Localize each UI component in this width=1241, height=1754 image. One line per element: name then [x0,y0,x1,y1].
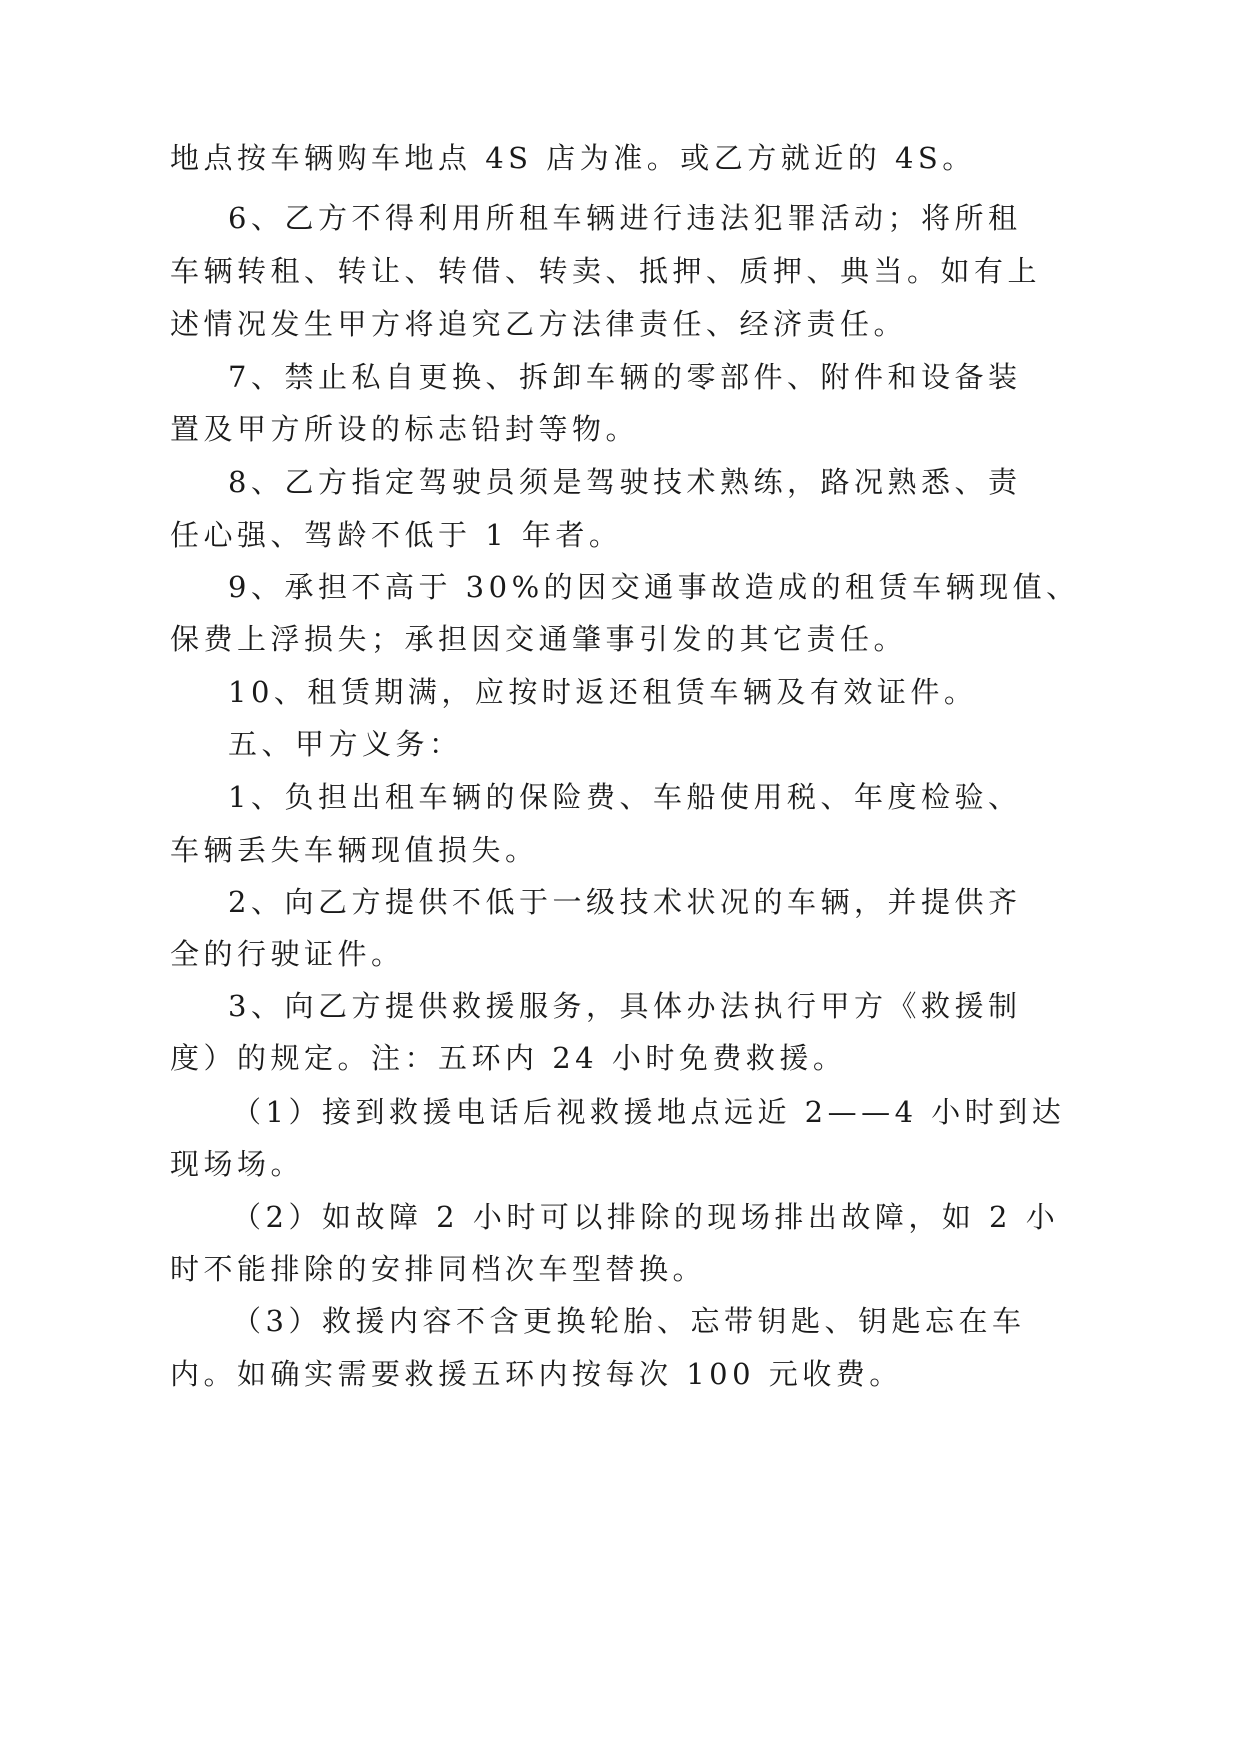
text-line-10: 保费上浮损失；承担因交通肇事引发的其它责任。 [170,622,908,656]
text-line-7: 8、乙方指定驾驶员须是驾驶技术熟练，路况熟悉、责 [228,465,1022,499]
text-line-17: 3、向乙方提供救援服务，具体办法执行甲方《救援制 [228,989,1022,1023]
text-line-8: 任心强、驾龄不低于 1 年者。 [170,518,623,552]
text-line-18: 度）的规定。注：五环内 24 小时免费救援。 [170,1041,847,1075]
text-line-12: 五、甲方义务： [228,727,463,761]
text-line-23: （3）救援内容不含更换轮胎、忘带钥匙、钥匙忘在车 [232,1304,1026,1338]
text-line-5: 7、禁止私自更换、拆卸车辆的零部件、附件和设备装 [228,360,1022,394]
text-line-2: 6、乙方不得利用所租车辆进行违法犯罪活动；将所租 [228,201,1022,235]
text-line-1: 地点按车辆购车地点 4S 店为准。或乙方就近的 4S。 [170,141,976,175]
text-line-19: （1）接到救援电话后视救援地点远近 2——4 小时到达 [232,1095,1066,1129]
text-line-13: 1、负担出租车辆的保险费、车船使用税、年度检验、 [228,780,1022,814]
text-line-20: 现场场。 [170,1147,305,1181]
text-line-4: 述情况发生甲方将追究乙方法律责任、经济责任。 [170,307,908,341]
text-line-11: 10、租赁期满，应按时返还租赁车辆及有效证件。 [228,675,978,709]
text-line-6: 置及甲方所设的标志铅封等物。 [170,412,640,446]
text-line-22: 时不能排除的安排同档次车型替换。 [170,1252,707,1286]
text-line-21: （2）如故障 2 小时可以排除的现场排出故障，如 2 小 [232,1200,1060,1234]
text-line-3: 车辆转租、转让、转借、转卖、抵押、质押、典当。如有上 [170,254,1042,288]
text-line-24: 内。如确实需要救援五环内按每次 100 元收费。 [170,1357,903,1391]
text-line-15: 2、向乙方提供不低于一级技术状况的车辆，并提供齐 [228,885,1022,919]
text-line-9: 9、承担不高于 30%的因交通事故造成的租赁车辆现值、 [228,570,1080,604]
text-line-16: 全的行驶证件。 [170,937,405,971]
text-line-14: 车辆丢失车辆现值损失。 [170,833,539,867]
